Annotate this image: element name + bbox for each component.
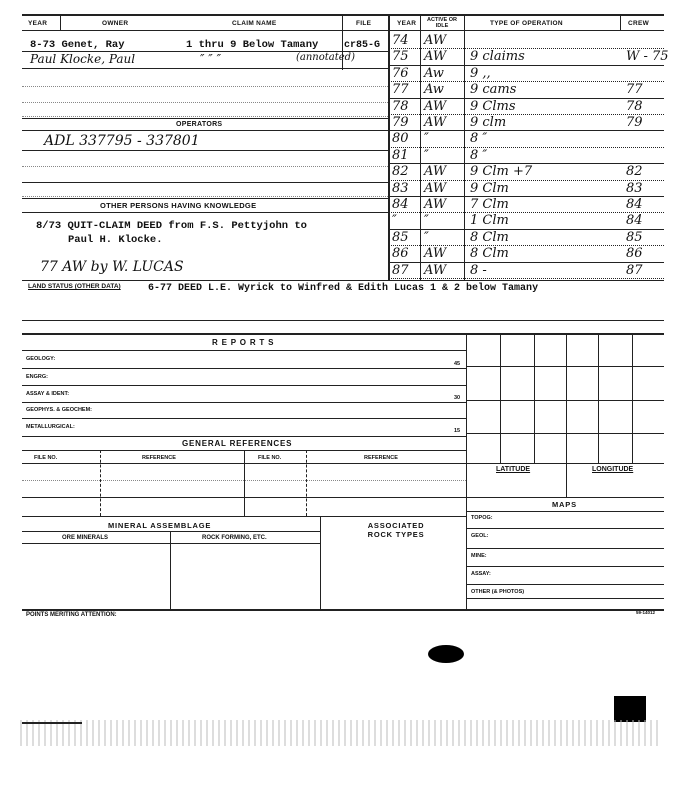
operation-status: ″ (424, 213, 429, 229)
report-engrg: ENGRG: (26, 374, 48, 380)
operation-crew: 87 (626, 262, 643, 278)
operation-year: 80 (392, 131, 409, 147)
operation-year: ″ (392, 213, 397, 229)
operation-type: 8 ″ (470, 147, 488, 163)
scan-noise-band (20, 720, 660, 746)
other-persons-handwritten: 77 AW by W. LUCAS (40, 259, 184, 275)
operation-status: AW (424, 115, 447, 130)
operation-crew: 78 (626, 98, 643, 114)
associated-rock-types-label: ASSOCIATED ROCK TYPES (367, 521, 425, 539)
operation-year: 76 (392, 65, 409, 81)
operation-crew: 79 (626, 115, 643, 130)
operation-status: AW (424, 197, 447, 212)
operation-year: 77 (392, 82, 409, 98)
operation-year: 87 (392, 262, 409, 278)
operation-year: 86 (392, 246, 409, 262)
claim-name-1: 1 thru 9 Below Tamany (186, 39, 319, 51)
gr-col-file-1: FILE NO. (34, 455, 58, 461)
maps-mine: MINE: (471, 553, 487, 559)
report-assay: ASSAY & IDENT: (26, 391, 70, 397)
claim-name-2: ″ ″ ″ (200, 52, 222, 66)
operation-status: AW (424, 49, 447, 65)
maps-geol: GEOL: (471, 533, 489, 539)
operation-type: 9 Clm (470, 180, 509, 196)
operation-year: 85 (392, 229, 409, 245)
header-crew: CREW (628, 20, 650, 27)
operation-type: 9 clm (470, 115, 507, 130)
header-active-idle: ACTIVE OR IDLE (427, 17, 457, 29)
maps-topog: TOPOG: (471, 515, 493, 521)
operation-row-line (388, 229, 664, 230)
operation-type: 9 claims (470, 49, 525, 65)
points-meriting-label: POINTS MERITING ATTENTION: (26, 612, 117, 618)
operation-type: 8 Clm (470, 246, 509, 262)
gr-col-ref-1: REFERENCE (142, 455, 176, 461)
operation-year: 84 (392, 197, 409, 212)
operation-year: 83 (392, 180, 409, 196)
report-metallurgical-num: 15 (454, 428, 461, 434)
operation-crew: 85 (626, 229, 643, 245)
header-type-of-operation: TYPE OF OPERATION (490, 20, 563, 27)
longitude-label: LONGITUDE (592, 466, 634, 473)
operation-row-line (388, 130, 664, 131)
owner-row-1: 8-73 Genet, Ray (30, 39, 125, 51)
operation-type: 9 ,, (470, 65, 491, 81)
operation-crew: 83 (626, 180, 643, 196)
latitude-label: LATITUDE (496, 466, 531, 473)
operation-status: ″ (424, 229, 429, 245)
operation-type: 9 Clms (470, 98, 516, 114)
operation-type: 7 Clm (470, 197, 509, 212)
other-persons-title: OTHER PERSONS HAVING KNOWLEDGE (100, 201, 257, 210)
rock-forming-label: ROCK FORMING, ETC. (202, 535, 267, 541)
header-owner: OWNER (102, 20, 129, 27)
operation-year: 82 (392, 164, 409, 180)
header-year-2: YEAR (397, 20, 417, 27)
operation-status: AW (424, 164, 447, 180)
header-file: FILE (356, 20, 372, 27)
ore-minerals-label: ORE MINERALS (62, 535, 109, 541)
operation-crew: W - 75 (626, 49, 669, 65)
operation-crew: 77 (626, 82, 643, 98)
gr-col-ref-2: REFERENCE (364, 455, 398, 461)
operation-status: ″ (424, 131, 429, 147)
operation-year: 79 (392, 115, 409, 130)
other-persons-line-2: Paul H. Klocke. (68, 234, 163, 246)
header-year: YEAR (28, 20, 48, 27)
black-square-mark (614, 696, 646, 722)
general-references-title: GENERAL REFERENCES (182, 439, 293, 448)
other-persons-line-1: 8/73 QUIT-CLAIM DEED from F.S. Pettyjohn to (36, 220, 307, 232)
operation-type: 9 Clm +7 (470, 164, 533, 180)
operation-crew: 86 (626, 246, 643, 262)
header-claim-name: CLAIM NAME (232, 20, 277, 27)
operation-type: 8 - (470, 262, 487, 278)
operation-type: 8 Clm (470, 229, 509, 245)
ink-blot (428, 645, 464, 663)
operation-status: AW (424, 33, 447, 48)
operation-type: 8 ″ (470, 131, 488, 147)
operation-row-line (388, 212, 664, 213)
operation-status: ″ (424, 147, 429, 163)
report-geology-num: 45 (454, 361, 461, 367)
operation-status: AW (424, 262, 447, 278)
land-status-label: LAND STATUS (OTHER DATA) (28, 283, 121, 290)
operation-year: 78 (392, 98, 409, 114)
operation-status: AW (424, 246, 447, 262)
operation-row-line (388, 147, 664, 148)
operation-status: Aw (424, 82, 444, 98)
owner-row-2: Paul Klocke, Paul (30, 52, 136, 66)
scan-edge-mark (22, 722, 82, 724)
report-geophys: GEOPHYS. & GEOCHEM: (26, 407, 93, 413)
mineral-assemblage-title: MINERAL ASSEMBLAGE (108, 521, 212, 530)
operation-status: AW (424, 98, 447, 114)
report-geology: GEOLOGY: (26, 356, 56, 362)
form-number: 59-14012 (636, 610, 656, 615)
operators-entry: ADL 337795 - 337801 (44, 133, 200, 149)
file-2: (annotated) (296, 52, 355, 63)
maps-title: MAPS (552, 500, 577, 509)
operation-status: AW (424, 180, 447, 196)
file-1: cr85-G (344, 40, 381, 51)
operation-type: 9 cams (470, 82, 517, 98)
gr-col-file-2: FILE NO. (258, 455, 282, 461)
operation-crew: 84 (626, 213, 643, 229)
operation-status: Aw (424, 65, 444, 81)
land-status-text: 6-77 DEED L.E. Wyrick to Winfred & Edith Lucas 1 & 2 below Tamany (148, 283, 539, 294)
maps-other: OTHER (& PHOTOS) (471, 589, 525, 595)
maps-assay: ASSAY: (471, 571, 491, 577)
operation-year: 74 (392, 33, 409, 48)
operation-year: 81 (392, 147, 409, 163)
operation-crew: 82 (626, 164, 643, 180)
operation-row-line (388, 278, 664, 279)
operators-title: OPERATORS (176, 121, 223, 128)
operation-type: 1 Clm (470, 213, 509, 229)
operation-year: 75 (392, 49, 409, 65)
reports-title: R E P O R T S (212, 338, 275, 347)
report-assay-num: 30 (454, 395, 461, 401)
operation-crew: 84 (626, 197, 643, 212)
report-metallurgical: METALLURGICAL: (26, 424, 75, 430)
